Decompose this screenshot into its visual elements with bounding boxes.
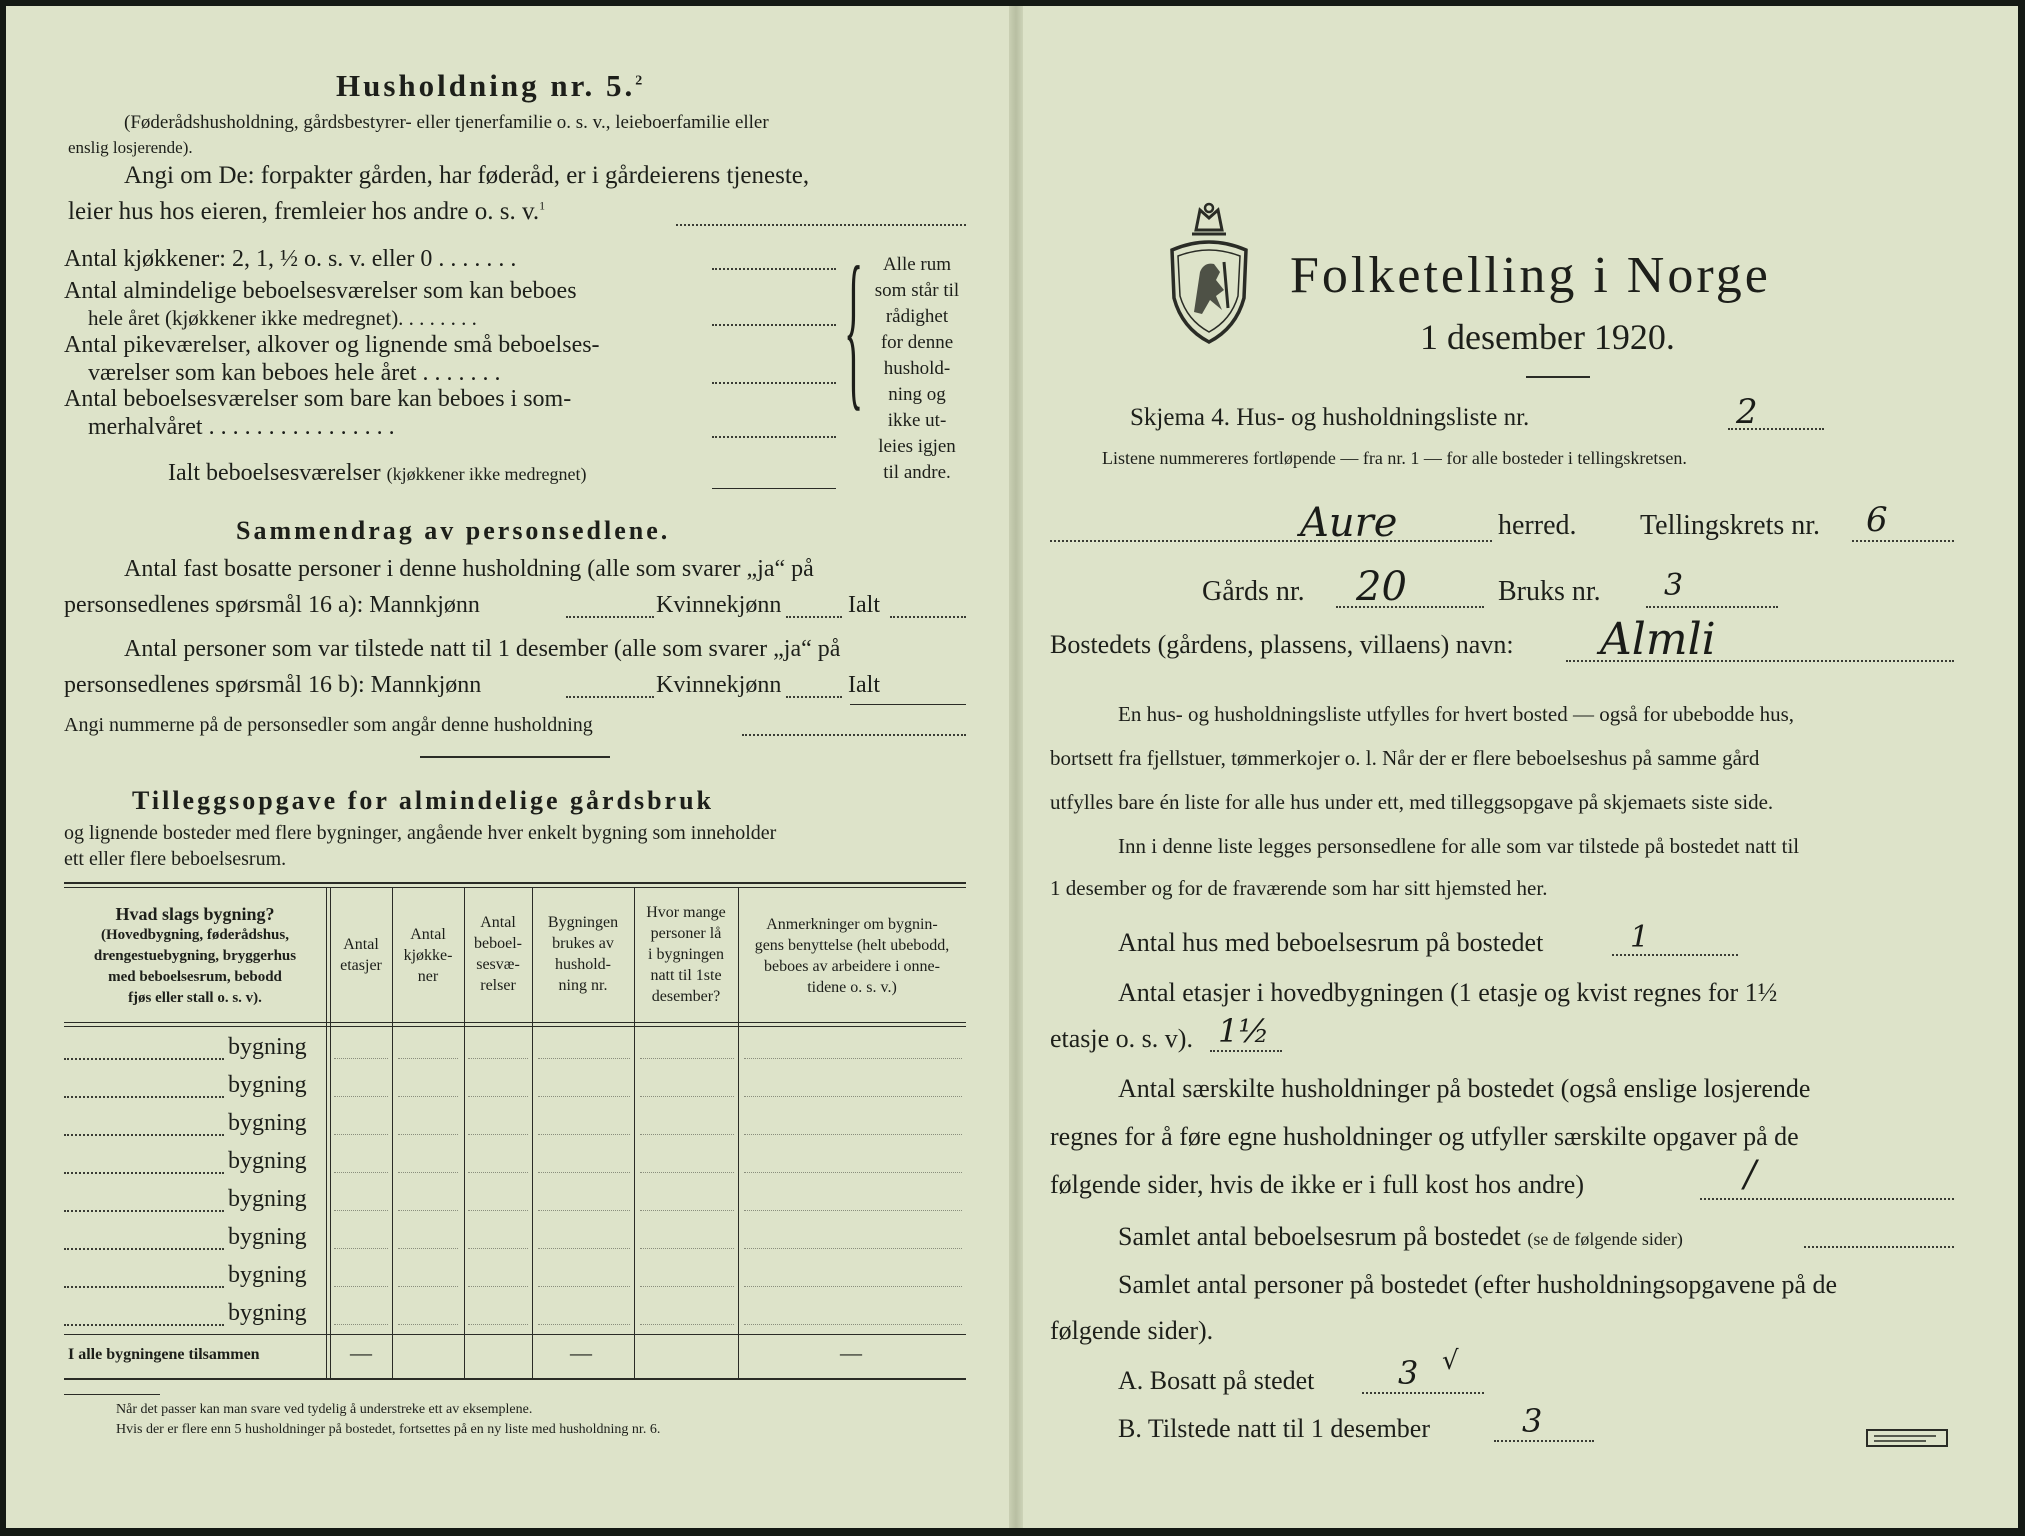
houses-line	[1612, 954, 1738, 956]
resident-count-line	[1362, 1392, 1484, 1394]
floors-value[interactable]: 1½	[1218, 1012, 1270, 1050]
resident-total-label: Ialt	[848, 592, 880, 618]
row-label: bygning	[228, 1262, 307, 1288]
summer-rooms-answer-line[interactable]	[712, 436, 836, 438]
building-type-field[interactable]	[64, 1058, 224, 1060]
table-cell[interactable]	[744, 1172, 962, 1173]
table-cell[interactable]	[538, 1248, 630, 1249]
building-type-field[interactable]	[64, 1324, 224, 1326]
table-cell[interactable]	[538, 1286, 630, 1287]
total-mark-remarks: —	[840, 1340, 862, 1365]
floors-line-2: etasje o. s. v).	[1050, 1024, 1193, 1053]
row-label: bygning	[228, 1186, 307, 1212]
title-divider	[1526, 376, 1590, 378]
ordinary-rooms-question-1: Antal almindelige beboelsesværelser som kan beboes	[64, 278, 577, 304]
summary-numbers-label: Angi nummerne på de personsedler som angår denne husholdning	[64, 714, 593, 736]
table-cell[interactable]	[744, 1210, 962, 1211]
table-cell[interactable]	[468, 1324, 528, 1325]
households-line-1: Antal særskilte husholdninger på bostedet (også enslige losjerende	[1118, 1074, 1811, 1103]
summary-heading: Sammendrag av personsedlene.	[236, 516, 671, 545]
ordinary-rooms-answer-line[interactable]	[712, 324, 836, 326]
table-cell[interactable]	[334, 1134, 388, 1135]
col-header-kitchens: Antal kjøkke- ner	[403, 926, 453, 985]
total-rooms-answer-line[interactable]	[712, 488, 836, 489]
resident-count-value[interactable]: 3	[1398, 1354, 1419, 1392]
households-line-2: regnes for å føre egne husholdninger og utfyller særskilte opgaver på de	[1050, 1122, 1799, 1151]
bosted-value[interactable]: Almli	[1600, 614, 1716, 665]
summary-numbers-field[interactable]	[742, 734, 966, 736]
col-header-household-no: Bygningen brukes av hushold- ning nr.	[547, 914, 619, 994]
building-type-field[interactable]	[64, 1134, 224, 1136]
footnote-rule	[64, 1394, 160, 1395]
table-cell[interactable]	[640, 1248, 734, 1249]
schema-value[interactable]: 2	[1736, 392, 1758, 432]
table-total-label: I alle bygningene tilsammen	[68, 1346, 260, 1363]
table-cell[interactable]	[398, 1172, 458, 1173]
maid-rooms-question-1: Antal pikeværelser, alkover og lignende små beboelses-	[64, 332, 600, 358]
table-cell[interactable]	[468, 1134, 528, 1135]
row-label: bygning	[228, 1224, 307, 1250]
table-cell[interactable]	[744, 1096, 962, 1097]
persons-line-2: følgende sider).	[1050, 1316, 1214, 1345]
supplement-text-1: og lignende bosteder med flere bygninger, angående hver enkelt bygning som inneholder	[64, 822, 777, 844]
table-cell[interactable]	[398, 1248, 458, 1249]
summary-resident-line-2: personsedlenes spørsmål 16 a): Mannkjønn	[64, 592, 480, 618]
table-cell[interactable]	[640, 1096, 734, 1097]
footnote-1: Når det passer kan man svare ved tydelig å understreke ett av eksemplene.	[116, 1402, 533, 1417]
row-label: bygning	[228, 1300, 307, 1326]
table-cell[interactable]	[398, 1286, 458, 1287]
table-cell[interactable]	[468, 1210, 528, 1211]
row-label: bygning	[228, 1072, 307, 1098]
present-count-value[interactable]: 3	[1522, 1402, 1543, 1440]
household-note-2: enslig losjerende).	[68, 138, 193, 157]
table-cell[interactable]	[334, 1324, 388, 1325]
table-cell[interactable]	[640, 1324, 734, 1325]
krets-value[interactable]: 6	[1866, 500, 1888, 540]
table-cell[interactable]	[538, 1324, 630, 1325]
ask-answer-line[interactable]	[676, 224, 966, 226]
bracket: {	[844, 228, 864, 427]
total-mark-household: —	[570, 1340, 592, 1365]
table-cell[interactable]	[538, 1172, 630, 1173]
table-cell[interactable]	[334, 1210, 388, 1211]
table-cell[interactable]	[538, 1134, 630, 1135]
table-header-rule-2	[64, 1026, 966, 1027]
table-cell[interactable]	[468, 1248, 528, 1249]
total-rooms-label: Ialt beboelsesværelser (kjøkkener ikke medregnet)	[168, 460, 587, 486]
table-cell[interactable]	[334, 1172, 388, 1173]
maid-rooms-answer-line[interactable]	[712, 382, 836, 384]
schema-value-line	[1728, 428, 1824, 430]
table-cell[interactable]	[744, 1134, 962, 1135]
summer-rooms-question-2: merhalvåret . . . . . . . . . . . . . . . .	[88, 414, 395, 440]
numbering-note: Listene nummereres fortløpende — fra nr. 1 — for alle bosteder i tellingskretsen.	[1102, 448, 1687, 468]
persons-line-1: Samlet antal personer på bostedet (efter husholdningsopgavene på de	[1118, 1270, 1838, 1299]
footnote-2: Hvis der er flere enn 5 husholdninger på bostedet, fortsettes på en ny liste med husholdning nr. 6.	[116, 1422, 661, 1437]
krets-label: Tellingskrets nr.	[1640, 510, 1821, 541]
table-cell[interactable]	[334, 1096, 388, 1097]
gards-value[interactable]: 20	[1356, 564, 1407, 610]
table-cell[interactable]	[468, 1058, 528, 1059]
table-cell[interactable]	[398, 1210, 458, 1211]
bruks-label: Bruks nr.	[1498, 576, 1601, 607]
col-header-rooms: Antal beboel- sesvæ- relser	[474, 914, 522, 994]
summary-present-line-2: personsedlenes spørsmål 16 b): Mannkjønn	[64, 672, 482, 698]
col-header-building-type: Hvad slags bygning? (Hovedbygning, føderådshus, drengestuebygning, bryggerhus med beboelsesrum, bebodd fjøs eller stall o. s. v).	[93, 904, 297, 1006]
printer-stamp-icon	[1866, 1428, 1950, 1448]
resident-male-field[interactable]	[566, 616, 654, 618]
table-cell[interactable]	[744, 1248, 962, 1249]
table-cell[interactable]	[468, 1172, 528, 1173]
building-type-field[interactable]	[64, 1286, 224, 1288]
table-cell[interactable]	[640, 1286, 734, 1287]
coat-of-arms-icon	[1166, 200, 1252, 350]
census-title: Folketelling i Norge	[1290, 247, 1771, 304]
household-note-1: (Føderådshusholdning, gårdsbestyrer- eller tjenerfamilie o. s. v., leieboerfamilie eller	[124, 112, 769, 133]
building-type-field[interactable]	[64, 1210, 224, 1212]
row-label: bygning	[228, 1034, 307, 1060]
table-cell[interactable]	[398, 1058, 458, 1059]
households-line	[1700, 1198, 1954, 1200]
table-bottom-rule	[64, 1378, 966, 1380]
table-cell[interactable]	[538, 1096, 630, 1097]
page-fold	[1009, 6, 1023, 1528]
present-female-label: Kvinnekjønn	[656, 672, 782, 698]
bosted-line	[1566, 660, 1954, 662]
building-type-field[interactable]	[64, 1096, 224, 1098]
table-cell[interactable]	[744, 1324, 962, 1325]
resident-total-field[interactable]	[890, 616, 966, 618]
table-cell[interactable]	[468, 1096, 528, 1097]
ask-line-1: Angi om De: forpakter gården, har føderåd, er i gårdeierens tjeneste,	[124, 162, 810, 189]
total-mark-floors: —	[350, 1340, 372, 1365]
ordinary-rooms-question-2: hele året (kjøkkener ikke medregnet). . . . . . . .	[88, 306, 477, 330]
supplement-text-2: ett eller flere beboelsesrum.	[64, 848, 287, 870]
summary-resident-line-1: Antal fast bosatte personer i denne husholdning (alle som svarer „ja“ på	[124, 556, 814, 582]
present-total-underline	[850, 704, 966, 705]
table-cell[interactable]	[744, 1058, 962, 1059]
present-count-line	[1494, 1440, 1594, 1442]
rooms-total-field[interactable]	[1804, 1246, 1954, 1248]
table-cell[interactable]	[538, 1210, 630, 1211]
instructions-1b: bortsett fra fjellstuer, tømmerkojer o. l. Når der er flere beboelseshus på samme gård	[1050, 746, 1760, 770]
kitchens-question: Antal kjøkkener: 2, 1, ½ o. s. v. eller 0 . . . . . . .	[64, 246, 517, 272]
houses-label: Antal hus med beboelsesrum på bostedet	[1118, 928, 1544, 957]
row-label: bygning	[228, 1148, 307, 1174]
present-total-label: Ialt	[848, 672, 880, 698]
household-title: Husholdning nr. 5.$^2$	[336, 68, 646, 103]
table-cell[interactable]	[538, 1058, 630, 1059]
table-cell[interactable]	[640, 1134, 734, 1135]
instructions-1c: utfylles bare én liste for alle hus under ett, med tilleggsopgave på skjemaets siste side.	[1050, 790, 1774, 814]
bruks-value[interactable]: 3	[1664, 568, 1684, 603]
table-cell[interactable]	[398, 1096, 458, 1097]
herred-value[interactable]: Aure	[1300, 500, 1398, 546]
supplement-heading: Tilleggsopgave for almindelige gårdsbruk	[132, 786, 715, 815]
kitchens-answer-line[interactable]	[712, 268, 836, 270]
table-cell[interactable]	[640, 1210, 734, 1211]
present-count-label: B. Tilstede natt til 1 desember	[1118, 1414, 1430, 1443]
table-cell[interactable]	[334, 1286, 388, 1287]
table-top-rule	[64, 882, 966, 884]
ask-line-2: leier hus hos eieren, fremleier hos andre o. s. v.$^1$	[68, 198, 546, 225]
col-header-remarks: Anmerkninger om bygnin- gens benyttelse (helt ubebodd, beboes av arbeidere i onne- tidene o. s. v.)	[754, 916, 950, 996]
floors-value-line	[1210, 1050, 1282, 1052]
table-cell[interactable]	[640, 1172, 734, 1173]
row-label: bygning	[228, 1110, 307, 1136]
gards-line	[1336, 606, 1484, 608]
present-male-field[interactable]	[566, 696, 654, 698]
table-cell[interactable]	[334, 1248, 388, 1249]
houses-value[interactable]: 1	[1630, 920, 1650, 955]
bosted-label: Bostedets (gårdens, plassens, villaens) navn:	[1050, 630, 1514, 659]
summary-present-line-1: Antal personer som var tilstede natt til 1 desember (alle som svarer „ja“ på	[124, 636, 841, 662]
rooms-total-label: Samlet antal beboelsesrum på bostedet (se de følgende sider)	[1118, 1222, 1683, 1251]
schema-label: Skjema 4. Hus- og husholdningsliste nr.	[1130, 404, 1530, 431]
resident-count-label: A. Bosatt på stedet	[1118, 1366, 1315, 1395]
table-total-rule	[64, 1334, 966, 1335]
section-divider	[420, 756, 610, 758]
building-type-field[interactable]	[64, 1172, 224, 1174]
households-value[interactable]: /	[1744, 1154, 1757, 1195]
building-type-field[interactable]	[64, 1248, 224, 1250]
table-cell[interactable]	[398, 1324, 458, 1325]
bruks-line	[1646, 606, 1778, 608]
table-cell[interactable]	[744, 1286, 962, 1287]
table-cell[interactable]	[640, 1058, 734, 1059]
maid-rooms-question-2: værelser som kan beboes hele året . . . . . . .	[88, 360, 501, 386]
gards-label: Gårds nr.	[1202, 576, 1305, 607]
instructions-2a: Inn i denne liste legges personsedlene for alle som var tilstede på bostedet natt til	[1118, 834, 1800, 858]
census-date: 1 desember 1920.	[1420, 317, 1675, 357]
floors-line-1: Antal etasjer i hovedbygningen (1 etasje og kvist regnes for 1½	[1118, 978, 1778, 1007]
resident-female-field[interactable]	[786, 616, 842, 618]
instructions-2b: 1 desember og for de fraværende som har sitt hjemsted her.	[1050, 876, 1548, 900]
table-top-rule-2	[64, 887, 966, 888]
table-cell[interactable]	[398, 1134, 458, 1135]
check-mark: √	[1442, 1346, 1459, 1376]
col-divider-1	[326, 888, 327, 1378]
rooms-side-note: Alle rum som står til rådighet for denne hushold- ning og ikke ut- leies igjen til andre.	[874, 254, 960, 483]
table-cell[interactable]	[468, 1286, 528, 1287]
table-cell[interactable]	[334, 1058, 388, 1059]
resident-female-label: Kvinnekjønn	[656, 592, 782, 618]
krets-line	[1852, 540, 1954, 542]
summer-rooms-question-1: Antal beboelsesværelser som bare kan beboes i som-	[64, 386, 572, 412]
herred-label: herred.	[1498, 510, 1577, 541]
households-line-3: følgende sider, hvis de ikke er i full kost hos andre)	[1050, 1170, 1584, 1199]
col-header-floors: Antal etasjer	[340, 936, 382, 974]
instructions-1a: En hus- og husholdningsliste utfylles for hvert bosted — også for ubebodde hus,	[1118, 702, 1794, 726]
table-header-rule	[64, 1022, 966, 1023]
herred-line	[1050, 540, 1492, 542]
present-female-field[interactable]	[786, 696, 842, 698]
col-header-persons: Hvor mange personer lå i bygningen natt til 1ste desember?	[646, 904, 726, 1005]
